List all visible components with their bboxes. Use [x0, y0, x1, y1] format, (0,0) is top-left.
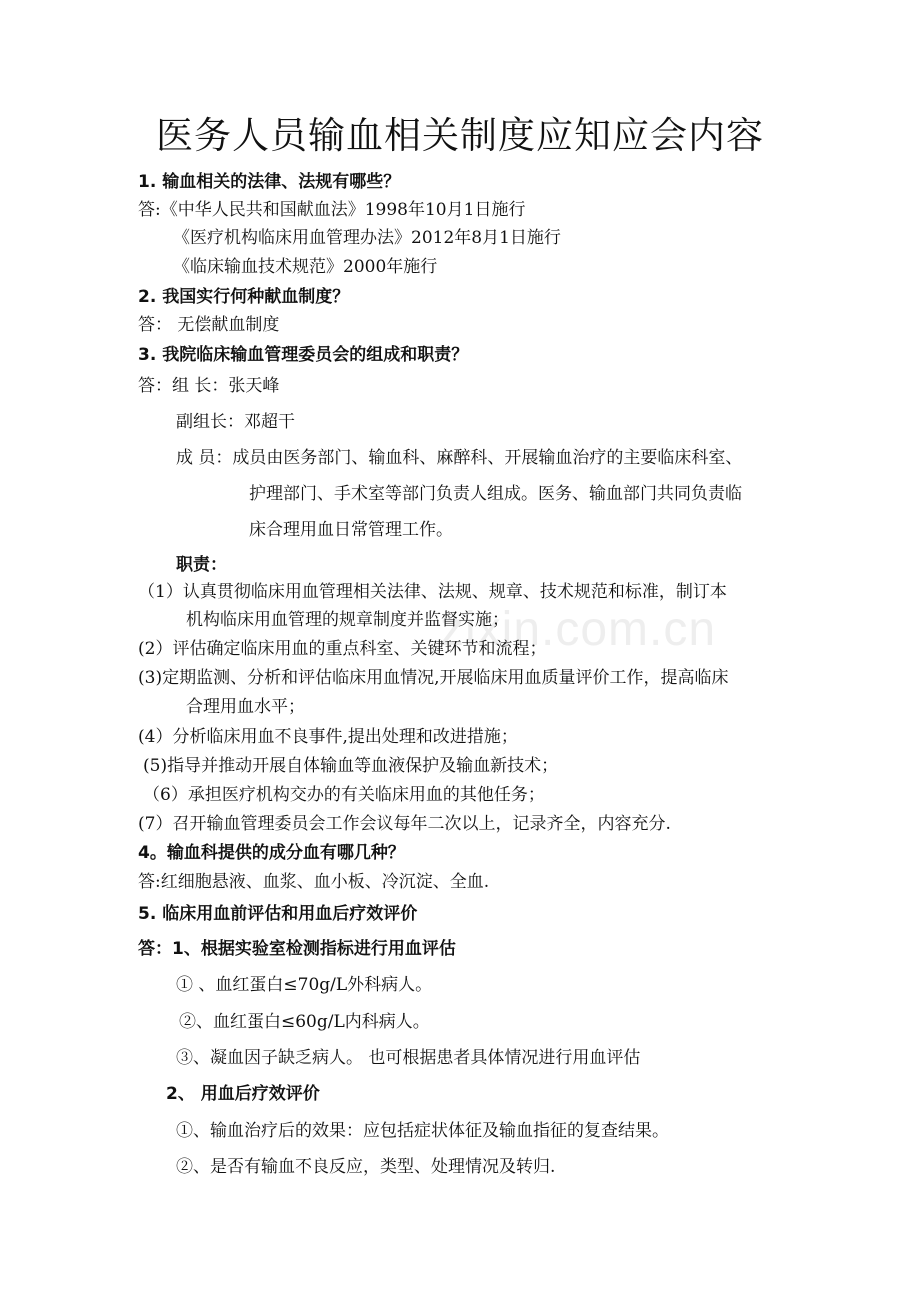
answer-5-line-2: ① 、血红蛋白≤70g/L外科病人。: [176, 975, 433, 995]
duty-7: (7）召开输血管理委员会工作会议每年二次以上，记录齐全，内容充分.: [138, 814, 671, 834]
question-3: 3. 我院临床输血管理委员会的组成和职责？: [138, 345, 469, 365]
duty-5: (5)指导并推动开展自体输血等血液保护及输血新技术；: [143, 756, 559, 776]
answer-1-line-3: 《临床输血技术规范》2000年施行: [173, 257, 438, 277]
duty-2: (2）评估确定临床用血的重点科室、关键环节和流程；: [138, 639, 547, 659]
duty-4: (4）分析临床用血不良事件,提出处理和改进措施；: [138, 727, 518, 747]
answer-2: 答： 无偿献血制度: [138, 315, 280, 335]
duty-1-line-2: 机构临床用血管理的规章制度并监督实施；: [186, 610, 509, 630]
answer-5-line-6: ①、输血治疗后的效果：应包括症状体征及输血指征的复查结果。: [176, 1121, 669, 1141]
duty-6: （6）承担医疗机构交办的有关临床用血的其他任务；: [143, 785, 545, 805]
answer-3-deputy: 副组长：邓超干: [176, 412, 295, 432]
question-4: 4。输血科提供的成分血有哪几种？: [138, 843, 405, 863]
question-5: 5. 临床用血前评估和用血后疗效评价: [138, 904, 418, 924]
duty-3-line-2: 合理用血水平；: [186, 697, 305, 717]
answer-1-line-2: 《医疗机构临床用血管理办法》2012年8月1日施行: [173, 228, 561, 248]
answer-5-line-7: ②、是否有输血不良反应，类型、处理情况及转归.: [176, 1157, 556, 1177]
watermark: zixin.com.cn: [440, 603, 717, 656]
question-2: 2. 我国实行何种献血制度？: [138, 287, 350, 307]
duty-1-line-1: （1）认真贯彻临床用血管理相关法律、法规、规章、技术规范和标准，制订本: [138, 582, 727, 602]
page-title: 医务人员输血相关制度应知应会内容: [156, 114, 764, 157]
answer-5-line-4: ③、凝血因子缺乏病人。 也可根据患者具体情况进行用血评估: [176, 1048, 641, 1068]
answer-5-line-5: 2、 用血后疗效评价: [166, 1084, 320, 1104]
answer-3-leader: 答：组 长：张天峰: [138, 376, 280, 396]
answer-3-members-2: 护理部门、手术室等部门负责人组成。医务、输血部门共同负责临: [249, 484, 742, 504]
answer-4: 答:红细胞悬液、血浆、血小板、冷沉淀、全血.: [138, 872, 490, 892]
answer-1-line-1: 答:《中华人民共和国献血法》1998年10月1日施行: [138, 200, 526, 220]
answer-5-line-3: ②、血红蛋白≤60g/L内科病人。: [179, 1012, 430, 1032]
duties-heading: 职责：: [176, 555, 227, 575]
duty-3-line-1: (3)定期监测、分析和评估临床用血情况,开展临床用血质量评价工作，提高临床: [138, 668, 729, 688]
answer-3-members-1: 成 员：成员由医务部门、输血科、麻醉科、开展输血治疗的主要临床科室、: [176, 448, 743, 468]
answer-3-members-3: 床合理用血日常管理工作。: [249, 520, 453, 540]
answer-5-line-1: 答：1、根据实验室检测指标进行用血评估: [138, 939, 456, 959]
question-1: 1. 输血相关的法律、法规有哪些？: [138, 172, 401, 192]
